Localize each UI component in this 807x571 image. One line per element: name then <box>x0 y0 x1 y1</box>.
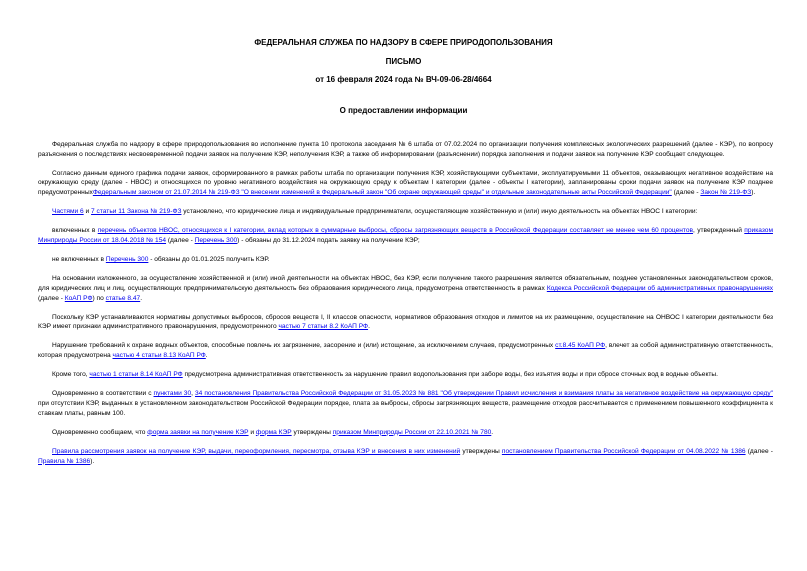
text-span: (далее - <box>745 448 773 455</box>
document-subject: О предоставлении информации <box>339 106 468 115</box>
text-span: , утвержденный <box>693 227 745 235</box>
link-point-30[interactable]: пунктами 30 <box>153 390 192 398</box>
paragraph-2 <box>38 169 773 198</box>
text-span: Согласно данным единого графика подачи заявок, сформированного в рамках работы штаба по организации получения КЭР, хозяйствующими субъектами, эксплуатируемыми 11 объектов, оказывающих негативное воздействие на окружающую среду (далее - НВОС) и относящихся по уровню негативного воздействия на окружающую среду к объектам I категории (далее - объекты I категории), запланированы сроки подачи заявок на получение КЭР позднее предусмотренных <box>38 169 773 196</box>
link-koap-short[interactable]: КоАП РФ <box>64 294 93 302</box>
link-law-219fz-short[interactable]: Закон № 219-ФЗ <box>700 188 752 196</box>
text-span: не включенных в <box>52 256 106 264</box>
paragraph-1: Федеральная служба по надзору в сфере природопользования во исполнение пункта 10 протокола заседания № 6 штаба от 07.02.2024 по организации получения комплексных экологических разрешений (далее - КЭР), по вопросу разъяснения о последствиях несвоевременной подачи заявок на получение КЭР, неполучения КЭР, а также об информировании (разъяснении) порядка заполнения и подачи заявок на получение КЭР сообщает следующее. <box>38 141 773 158</box>
text-span: (далее - <box>671 188 701 196</box>
text-span: На основании изложенного, за осуществление хозяйственной и (или) иной деятельности на объектах НВОС, без КЭР, если получение такого разрешения является обязательным, позднее установленных законодательством сроков, для юридических лиц и лиц, осуществляющих предпринимательскую деятельность без образования юридического лица, предусмотрена ответственность в рамках <box>38 275 773 292</box>
paragraph-8 <box>38 341 773 360</box>
paragraph-12 <box>38 447 773 466</box>
paragraph-9 <box>38 370 773 380</box>
document-type: ПИСЬМО <box>385 57 422 66</box>
link-list-300[interactable]: Перечень 300 <box>105 256 149 264</box>
paragraph-11 <box>38 428 773 438</box>
text-span: (далее - <box>38 294 65 302</box>
paragraph-6 <box>38 274 773 303</box>
text-span: при отсутствии КЭР, выданных в установленном законодательством Российской Федерации порядке, плата за выбросы, сбросы загрязняющих веществ, размещение отходов рассчитывается с применением повышенного коэффициента к ставкам платы, равным 100. <box>38 400 773 417</box>
link-article-8-47[interactable]: статье 8.47 <box>105 294 141 302</box>
paragraph-3 <box>38 207 773 217</box>
link-law-219fz[interactable]: Федеральным законом от 21.07.2014 № 219-ФЗ "О внесении изменений в Федеральный закон "Об охране окружающей среды" и отдельные законодательные акты Российской Федерации" <box>92 188 672 196</box>
text-span: (далее - <box>166 236 195 244</box>
text-span: . <box>140 294 143 302</box>
text-span: . <box>368 323 370 331</box>
text-span: ) - обязаны до 31.12.2024 подать заявку на получение КЭР; <box>237 236 420 244</box>
text-span: включенных в <box>52 227 98 235</box>
text-span: . <box>491 428 494 436</box>
paragraph-10 <box>38 389 773 418</box>
text-span: утверждены <box>460 448 502 455</box>
document-date-number: от 16 февраля 2024 года № ВЧ-09-06-28/4664 <box>315 75 492 84</box>
link-koap[interactable]: Кодекса Российской Федерации об административных правонарушениях <box>546 284 773 292</box>
paragraph-5 <box>38 255 773 265</box>
text-span: . <box>205 352 208 360</box>
text-span: Одновременно в соответствии с <box>52 390 154 398</box>
link-application-form[interactable]: форма заявки на получение КЭР <box>147 428 249 436</box>
paragraph-7 <box>38 313 773 332</box>
text-span: , влечет за собой административную ответственность, которая предусмотрена <box>38 342 773 360</box>
text-span: Поскольку КЭР устанавливаются нормативы допустимых выбросов, сбросов веществ I, II классов опасности, нормативов образования отходов и лимитов на их размещение, осуществление на ОНВОС I категории деятельности без КЭР имеет признаки административного правонарушения, предусмотренного <box>38 313 773 331</box>
link-part-1-article-8-14[interactable]: частью 1 статьи 8.14 КоАП РФ <box>89 371 183 379</box>
text-span: Нарушение требований к охране водных объектов, способные повлечь их загрязнение, засорение и (или) истощение, за исключением случаев, предусмотренных <box>52 342 556 350</box>
text-span: ). <box>751 188 756 196</box>
link-part-7-article-11[interactable]: 7 статьи 11 Закона № 219-ФЗ <box>91 208 182 216</box>
text-span: , <box>191 390 195 398</box>
paragraph-4 <box>38 226 773 245</box>
link-rules-1386[interactable]: Правила № 1386 <box>38 457 91 465</box>
text-span: ). <box>90 457 95 465</box>
text-span: предусмотрена административная ответственность за нарушение правил водопользования при заборе воды, без изъятия воды и при сбросе сточных вод в водные объекты. <box>182 371 719 379</box>
link-resolution-881[interactable]: 34 постановления Правительства Российской Федерации от 31.05.2023 № 881 "Об утверждении Правил исчисления и взимания платы за негативное воздействие на окружающую среду" <box>195 390 774 398</box>
text-span: установлено, что юридические лица и индивидуальные предприниматели, осуществляющие хозяйственную и (или) иную деятельность на объектах НВОС I категории: <box>181 208 698 216</box>
text-span: ) по <box>92 294 106 302</box>
link-rules[interactable]: Правила рассмотрения заявок на получение КЭР, выдачи, переоформления, пересмотра, отзыва КЭР и внесения в них изменений <box>52 448 461 455</box>
link-resolution-1386[interactable]: постановлением Правительства Российской Федерации от 04.08.2022 № 1386 <box>501 448 746 455</box>
text-span: Кроме того, <box>52 371 90 379</box>
link-part-7-article-8-2[interactable]: частью 7 статьи 8.2 КоАП РФ <box>278 323 369 331</box>
document-body <box>38 140 773 476</box>
link-ker-form[interactable]: форма КЭР <box>255 428 292 436</box>
text-span: Одновременно сообщаем, что <box>52 428 148 436</box>
text-span: - обязаны до 01.01.2025 получить КЭР. <box>148 256 270 264</box>
link-part-4-article-8-13[interactable]: частью 4 статьи 8.13 КоАП РФ <box>112 352 206 360</box>
text-span: и <box>83 208 92 216</box>
link-list-300[interactable]: Перечень 300 <box>194 236 238 244</box>
organization-title: ФЕДЕРАЛЬНАЯ СЛУЖБА ПО НАДЗОРУ В СФЕРЕ ПРИРОДОПОЛЬЗОВАНИЯ <box>254 38 553 47</box>
link-article-8-45[interactable]: ст.8.45 КоАП РФ <box>555 342 606 350</box>
link-order-780[interactable]: приказом Минприроды России от 22.10.2021 № 780 <box>332 428 492 436</box>
text-span: утверждены <box>291 428 333 436</box>
text-span: и <box>248 428 256 436</box>
link-objects-list[interactable]: перечень объектов НВОС, относящихся к I категории, вклад которых в суммарные выбросы, сбросы загрязняющих веществ в Российской Федерации составляет не менее чем 60 процентов <box>97 227 694 235</box>
link-order-154[interactable]: приказом Минприроды России от 18.04.2018 № 154 <box>38 227 773 244</box>
link-part-6[interactable]: Частями 6 <box>52 208 84 216</box>
